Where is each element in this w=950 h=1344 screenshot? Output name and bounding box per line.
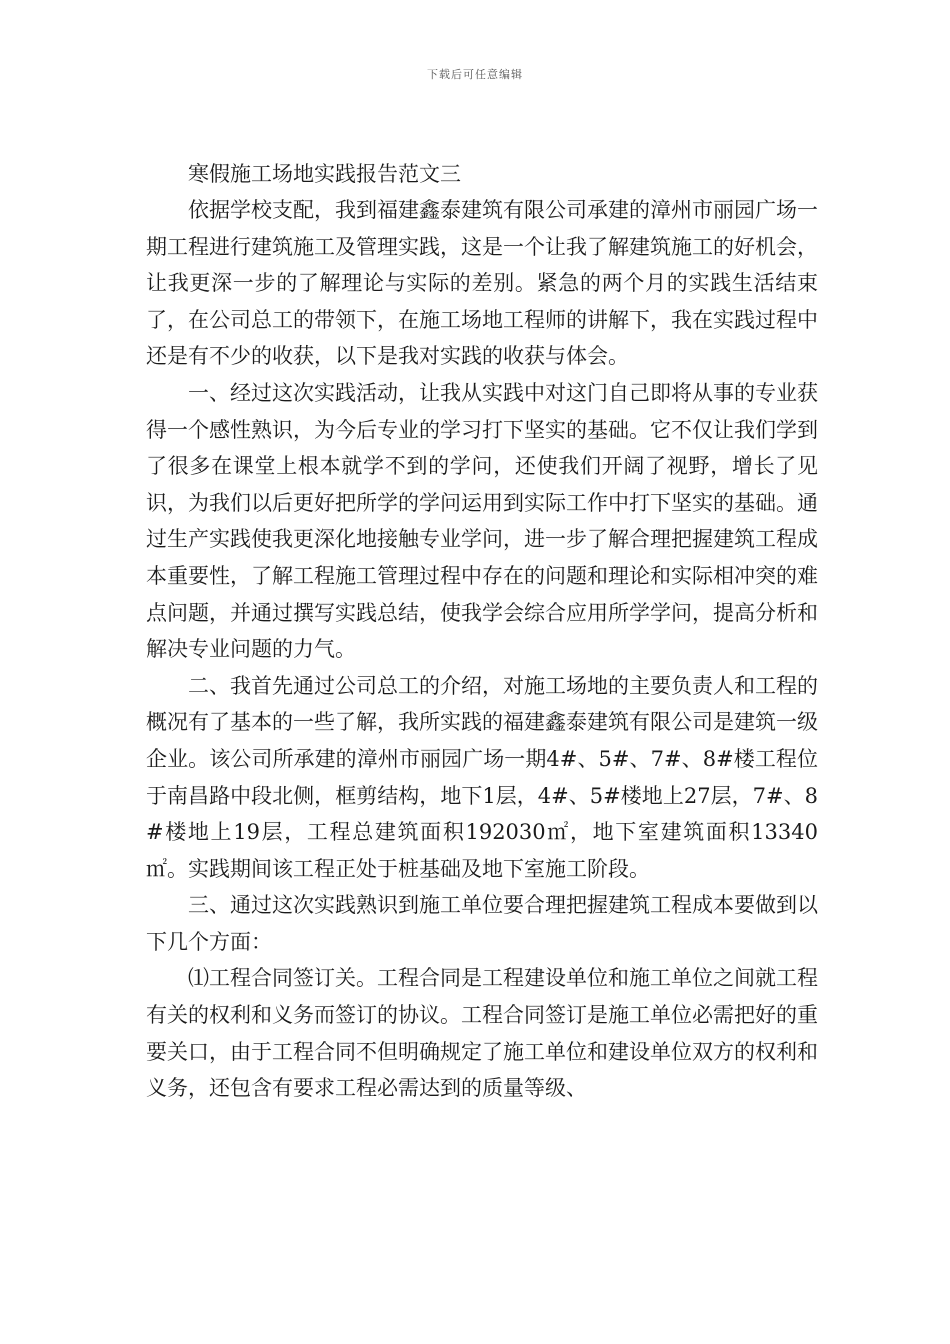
- paragraph-section-2: 二、我首先通过公司总工的介绍，对施工场地的主要负责人和工程的概况有了基本的一些了解，我所实践的福建鑫泰建筑有限公司是建筑一级企业。该公司所承建的漳州市丽园广场一期4#、5#、7#、8#楼工程位于南昌路中段北侧，框剪结构，地下1层，4#、5#楼地上27层，7#、8#楼地上19层，工程总建筑面积192030㎡，地下室建筑面积13340㎡。实践期间该工程正处于桩基础及地下室施工阶段。: [146, 673, 818, 881]
- document-body: [146, 156, 818, 1107]
- paragraph-item-1: ⑴工程合同签订关。工程合同是工程建设单位和施工单位之间就工程有关的权利和义务而签订的协议。工程合同签订是施工单位必需把好的重要关口，由于工程合同不但明确规定了施工单位和建设单位双方的权利和义务，还包含有要求工程必需达到的质量等级、: [146, 966, 818, 1101]
- paragraph-section-1: 一、经过这次实践活动，让我从实践中对这门自己即将从事的专业获得一个感性熟识，为今后专业的学习打下坚实的基础。它不仅让我们学到了很多在课堂上根本就学不到的学问，还使我们开阔了视野，增长了见识，为我们以后更好把所学的学问运用到实际工作中打下坚实的基础。通过生产实践使我更深化地接触专业学问，进一步了解合理把握建筑工程成本重要性，了解工程施工管理过程中存在的问题和理论和实际相冲突的难点问题，并通过撰写实践总结，使我学会综合应用所学学问，提高分析和解决专业问题的力气。: [146, 380, 818, 662]
- paragraph-section-3: 三、通过这次实践熟识到施工单位要合理把握建筑工程成本要做到以下几个方面：: [146, 893, 818, 954]
- document-title: 寒假施工场地实践报告范文三: [188, 162, 461, 186]
- paragraph-intro: 依据学校支配，我到福建鑫泰建筑有限公司承建的漳州市丽园广场一期工程进行建筑施工及管理实践，这是一个让我了解建筑施工的好机会，让我更深一步的了解理论与实际的差别。紧急的两个月的实践生活结束了，在公司总工的带领下，在施工场地工程师的讲解下，我在实践过程中还是有不少的收获，以下是我对实践的收获与体会。: [146, 198, 818, 369]
- page-header-note: 下载后可任意编辑: [427, 68, 523, 81]
